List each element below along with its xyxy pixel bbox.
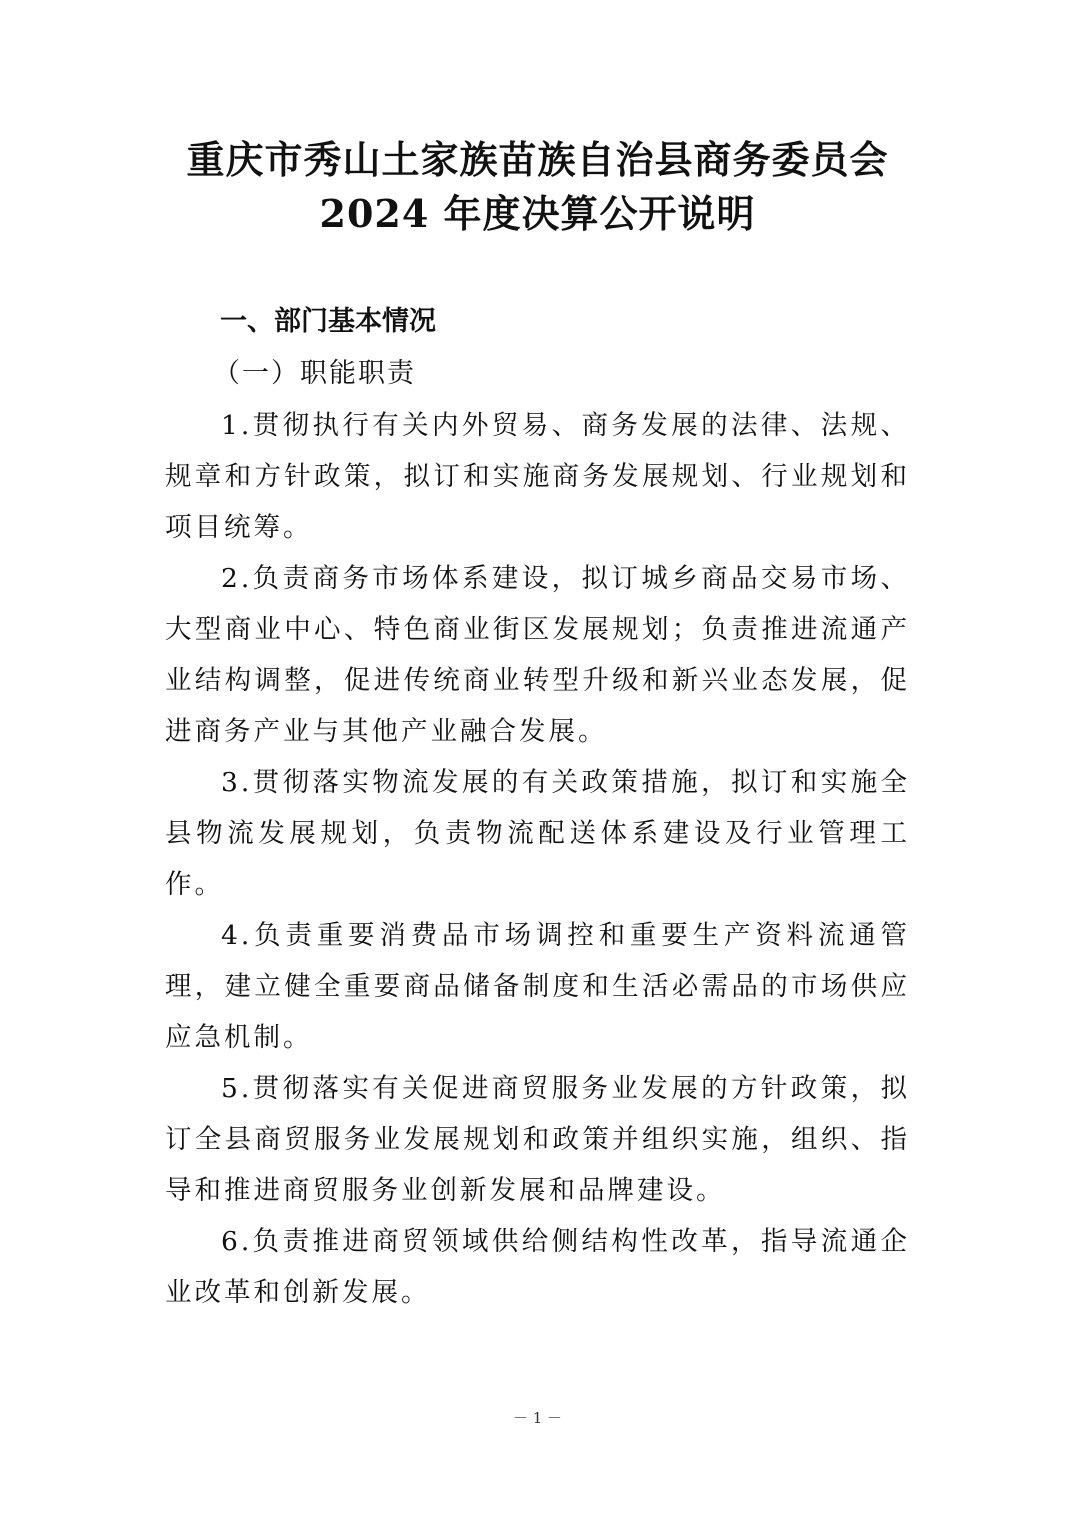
- paragraph-2: 2.负责商务市场体系建设，拟订城乡商品交易市场、大型商业中心、特色商业街区发展规划；负责推进流通产业结构调整，促进传统商业转型升级和新兴业态发展，促进商务产业与其他产业融合发展。: [165, 563, 910, 747]
- document-title-line1: 重庆市秀山土家族苗族自治县商务委员会: [186, 137, 889, 182]
- paragraph-4: 4.负责重要消费品市场调控和重要生产资料流通管理，建立健全重要商品储备制度和生活必需品的市场供应应急机制。: [165, 920, 910, 1053]
- page-number: － 1 －: [512, 1409, 563, 1427]
- body-text: [165, 400, 910, 1318]
- document-title-line2: 2024 年度决算公开说明: [319, 191, 756, 236]
- paragraph-5: 5.贯彻落实有关促进商贸服务业发展的方针政策，拟订全县商贸服务业发展规划和政策并组织实施，组织、指导和推进商贸服务业创新发展和品牌建设。: [165, 1073, 910, 1206]
- section-heading: 一、部门基本情况: [220, 306, 436, 337]
- paragraph-1: 1.贯彻执行有关内外贸易、商务发展的法律、法规、规章和方针政策，拟订和实施商务发展规划、行业规划和项目统筹。: [165, 410, 910, 543]
- sub-heading: （一）职能职责: [213, 358, 416, 389]
- paragraph-3: 3.贯彻落实物流发展的有关政策措施，拟订和实施全县物流发展规划，负责物流配送体系建设及行业管理工作。: [165, 767, 910, 900]
- paragraph-6: 6.负责推进商贸领域供给侧结构性改革，指导流通企业改革和创新发展。: [165, 1226, 910, 1308]
